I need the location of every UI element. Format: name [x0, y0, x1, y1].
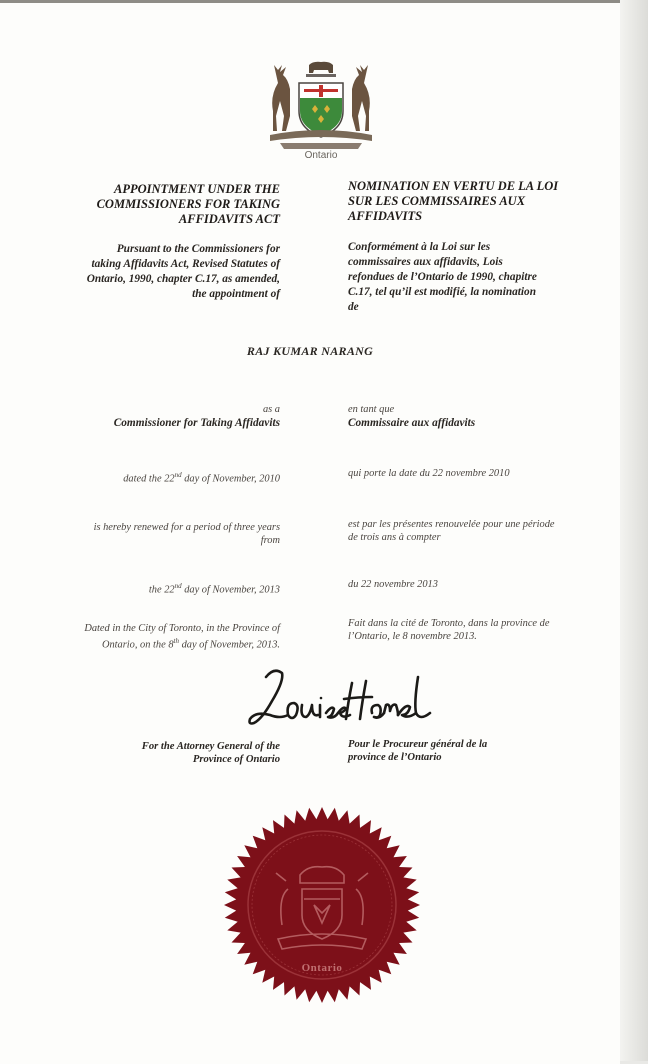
title-en: Commissioner for Taking Affidavits [113, 417, 280, 429]
page-edge [620, 0, 648, 1061]
attorney-fr-line: Pour le Procureur général de la [348, 739, 488, 750]
pursuant-fr-line: C.17, tel qu’il est modifié, la nomination [348, 286, 536, 298]
pursuant-fr [348, 240, 537, 315]
pursuant-en-line: taking Affidavits Act, Revised Statutes of [91, 258, 280, 270]
from-date-en-prefix: the 22 [148, 584, 175, 596]
dated-en-prefix: dated the 22 [123, 473, 175, 485]
as-a-en: as a [262, 404, 280, 415]
appointee-name: RAJ KUMAR NARANG [246, 344, 374, 358]
dated-en [123, 469, 280, 485]
pursuant-fr-line: de [348, 301, 359, 313]
heading-fr-line: SUR LES COMMISSAIRES AUX [348, 194, 526, 208]
dated-in-en-line1: Dated in the City of Toronto, in the Province of [84, 623, 280, 634]
from-date-en-suffix: day of November, 2013 [181, 584, 280, 596]
seal-wordmark: Ontario [301, 962, 343, 974]
dated-in-en-line2-suffix: day of November, 2013. [178, 639, 280, 651]
heading-en-line: COMMISSIONERS FOR TAKING [96, 197, 280, 211]
renewed-en-line: is hereby renewed for a period of three years [93, 522, 280, 533]
heading-fr-line: AFFIDAVITS [348, 209, 423, 223]
heading-fr [348, 179, 558, 224]
handwritten-signature [240, 663, 440, 733]
dated-in-en [84, 622, 280, 651]
dated-in-fr [348, 617, 549, 643]
heading-en [97, 182, 280, 227]
dated-en-sup: nd [174, 471, 182, 479]
from-date-fr: du 22 novembre 2013 [348, 579, 438, 590]
as-a-fr-block [348, 403, 475, 431]
renewed-fr-line: est par les présentes renouvelée pour une période [348, 519, 555, 530]
renewed-fr [348, 518, 555, 544]
dated-en-suffix: day of November, 2010 [181, 473, 280, 485]
attorney-en [142, 740, 280, 766]
title-fr: Commissaire aux affidavits [348, 417, 476, 429]
dated-fr: qui porte la date du 22 novembre 2010 [348, 468, 510, 479]
attorney-fr-line: province de l’Ontario [348, 752, 442, 763]
dated-in-fr-line: Fait dans la cité de Toronto, dans la province de [348, 618, 550, 629]
dated-in-fr-line: l’Ontario, le 8 novembre 2013. [348, 631, 477, 642]
as-a-fr: en tant que [348, 404, 395, 415]
pursuant-fr-line: commissaires aux affidavits, Lois [348, 256, 503, 268]
from-date-en-sup: nd [174, 582, 182, 590]
heading-fr-line: NOMINATION EN VERTU DE LA LOI [348, 179, 559, 193]
from-date-en [149, 580, 280, 596]
crest-wordmark: Ontario [304, 150, 338, 161]
pursuant-en-line: the appointment of [192, 288, 280, 300]
attorney-en-line: Province of Ontario [192, 754, 280, 765]
as-a-en-block [114, 403, 280, 431]
pursuant-fr-line: refondues de l’Ontario de 1990, chapitre [348, 271, 537, 283]
heading-en-line: AFFIDAVITS ACT [178, 212, 280, 226]
renewed-fr-line: de trois ans à compter [348, 532, 441, 543]
dated-in-en-line2-prefix: Ontario, on the 8 [101, 639, 174, 651]
attorney-fr [348, 738, 487, 764]
pursuant-en [87, 242, 280, 302]
pursuant-en-line: Ontario, 1990, chapter C.17, as amended, [86, 273, 280, 285]
ontario-coat-of-arms [266, 61, 376, 153]
renewed-en-line: from [260, 535, 280, 546]
embossed-wax-seal [222, 805, 422, 1005]
dated-in-en-line2 [84, 635, 280, 651]
heading-en-line: APPOINTMENT UNDER THE [114, 182, 280, 196]
attorney-en-line: For the Attorney General of the [141, 741, 280, 752]
pursuant-fr-line: Conformément à la Loi sur les [348, 241, 491, 253]
pursuant-en-line: Pursuant to the Commissioners for [116, 243, 280, 255]
dated-in-en-line2-sup: th [173, 637, 179, 645]
renewed-en [94, 521, 280, 547]
